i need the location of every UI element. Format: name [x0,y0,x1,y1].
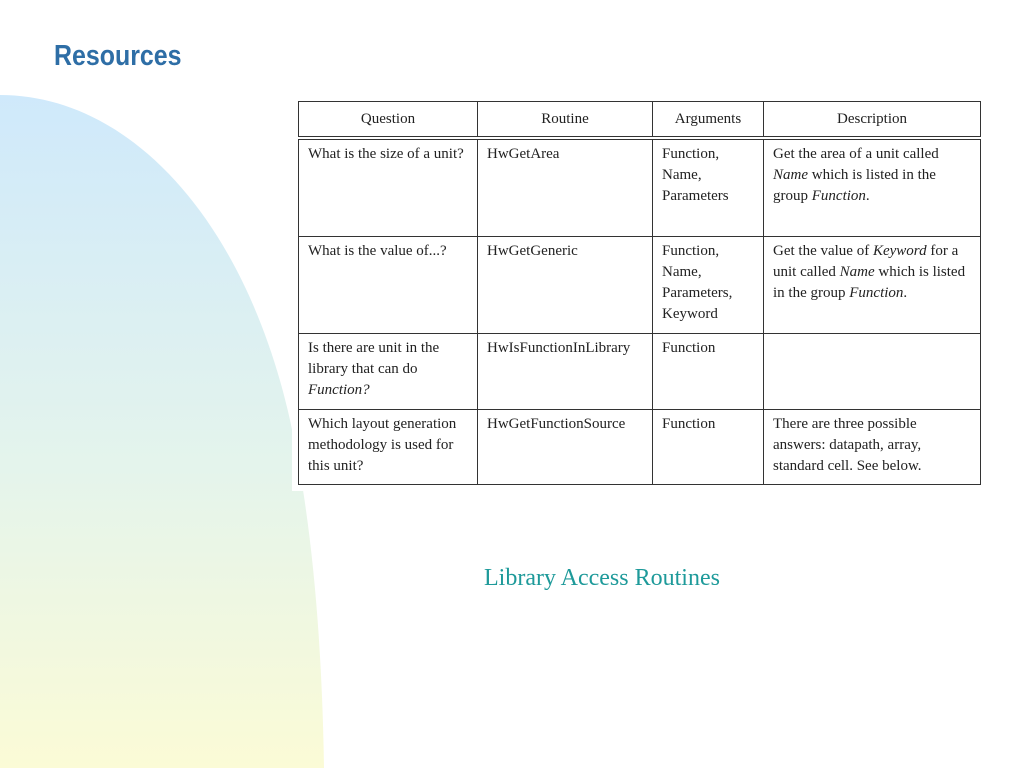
question-cell: Which layout generation methodology is used for this unit? [299,410,478,485]
table-caption: Library Access Routines [484,565,720,591]
library-routines-table [298,101,981,485]
arguments-cell: Function, Name, Parameters, Keyword [653,237,764,334]
header-routine: Routine [478,102,653,139]
question-cell: What is the size of a unit? [299,138,478,237]
question-cell: What is the value of...? [299,237,478,334]
description-cell: Get the area of a unit called Name which is listed in the group Function. [764,138,981,237]
arguments-cell: Function [653,410,764,485]
table-row [299,334,981,410]
table-row [299,410,981,485]
header-question: Question [299,102,478,139]
description-cell [764,334,981,410]
question-cell: Is there are unit in the library that can do Function? [299,334,478,410]
arguments-cell: Function [653,334,764,410]
routine-cell: HwIsFunctionInLibrary [478,334,653,410]
arguments-cell: Function, Name, Parameters [653,138,764,237]
description-cell: Get the value of Keyword for a unit called Name which is listed in the group Function. [764,237,981,334]
header-arguments: Arguments [653,102,764,139]
routine-cell: HwGetArea [478,138,653,237]
header-description: Description [764,102,981,139]
routine-cell: HwGetGeneric [478,237,653,334]
routine-cell: HwGetFunctionSource [478,410,653,485]
description-cell: There are three possible answers: datapath, array, standard cell. See below. [764,410,981,485]
table-row [299,237,981,334]
table-header-row [299,102,981,139]
slide-title: Resources [54,40,182,72]
table-row [299,138,981,237]
